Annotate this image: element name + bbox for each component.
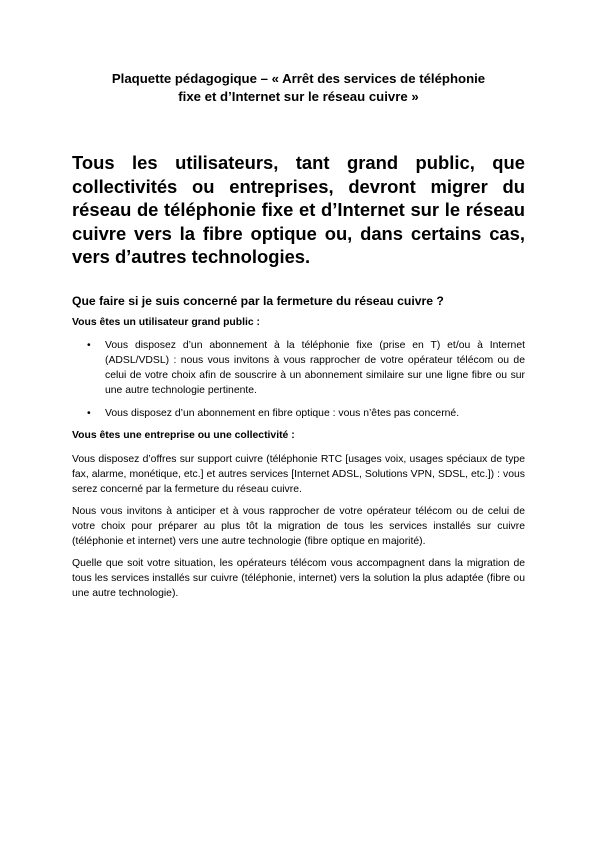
document-title-line-1: Plaquette pédagogique – « Arrêt des services de téléphonie	[111, 71, 486, 86]
lead-statement: Tous les utilisateurs, tant grand public, que collectivités ou entreprises, devront migrer du réseau de téléphonie fixe et d’Internet sur le réseau cuivre vers la fibre optique ou, dans certains cas, vers d’autres technologies.	[72, 152, 525, 267]
bullet-icon: •	[87, 339, 91, 351]
grand-public-heading: Vous êtes un utilisateur grand public :	[72, 316, 261, 328]
document-title-line-2: fixe et d’Internet sur le réseau cuivre »	[178, 89, 419, 104]
question-heading: Que faire si je suis concerné par la fermeture du réseau cuivre ?	[72, 293, 444, 308]
list-item	[72, 406, 525, 421]
list-item-text: Vous disposez d’un abonnement en fibre optique : vous n’êtes pas concerné.	[105, 407, 460, 419]
list-item-text: Vous disposez d’un abonnement à la téléphonie fixe (prise en T) et/ou à Internet (ADSL/VDSL) : nous vous invitons à vous rapprocher de votre opérateur télécom ou de celui de votre choix afin de souscrire à un abonnement similaire sur une ligne fibre ou sur une autre technologie pertinente.	[105, 339, 525, 396]
list-item	[72, 338, 525, 398]
document-page	[72, 70, 525, 601]
entreprise-paragraph-3: Quelle que soit votre situation, les opérateurs télécom vous accompagnent dans la migration de tous les services installés sur cuivre (téléphonie, internet) vers la solution la plus adaptée (fibre ou une autre technologie).	[72, 557, 525, 599]
grand-public-bullet-list	[72, 338, 525, 421]
entreprise-paragraph-2: Nous vous invitons à anticiper et à vous rapprocher de votre opérateur télécom ou de celui de votre choix pour préparer au plus tôt la migration de tous les services installés sur cuivre (téléphonie et internet) vers une autre technologie (fibre optique en majorité).	[72, 505, 525, 547]
document-title	[72, 70, 525, 106]
entreprise-paragraph-1: Vous disposez d’offres sur support cuivre (téléphonie RTC [usages voix, usages spéciaux de type fax, alarme, monétique, etc.] et autres services [Internet ADSL, Solutions VPN, SDSL, etc.]) : vous serez concerné par la fermeture du réseau cuivre.	[72, 453, 525, 495]
entreprise-heading: Vous êtes une entreprise ou une collectivité :	[72, 429, 295, 441]
bullet-icon: •	[87, 407, 91, 419]
